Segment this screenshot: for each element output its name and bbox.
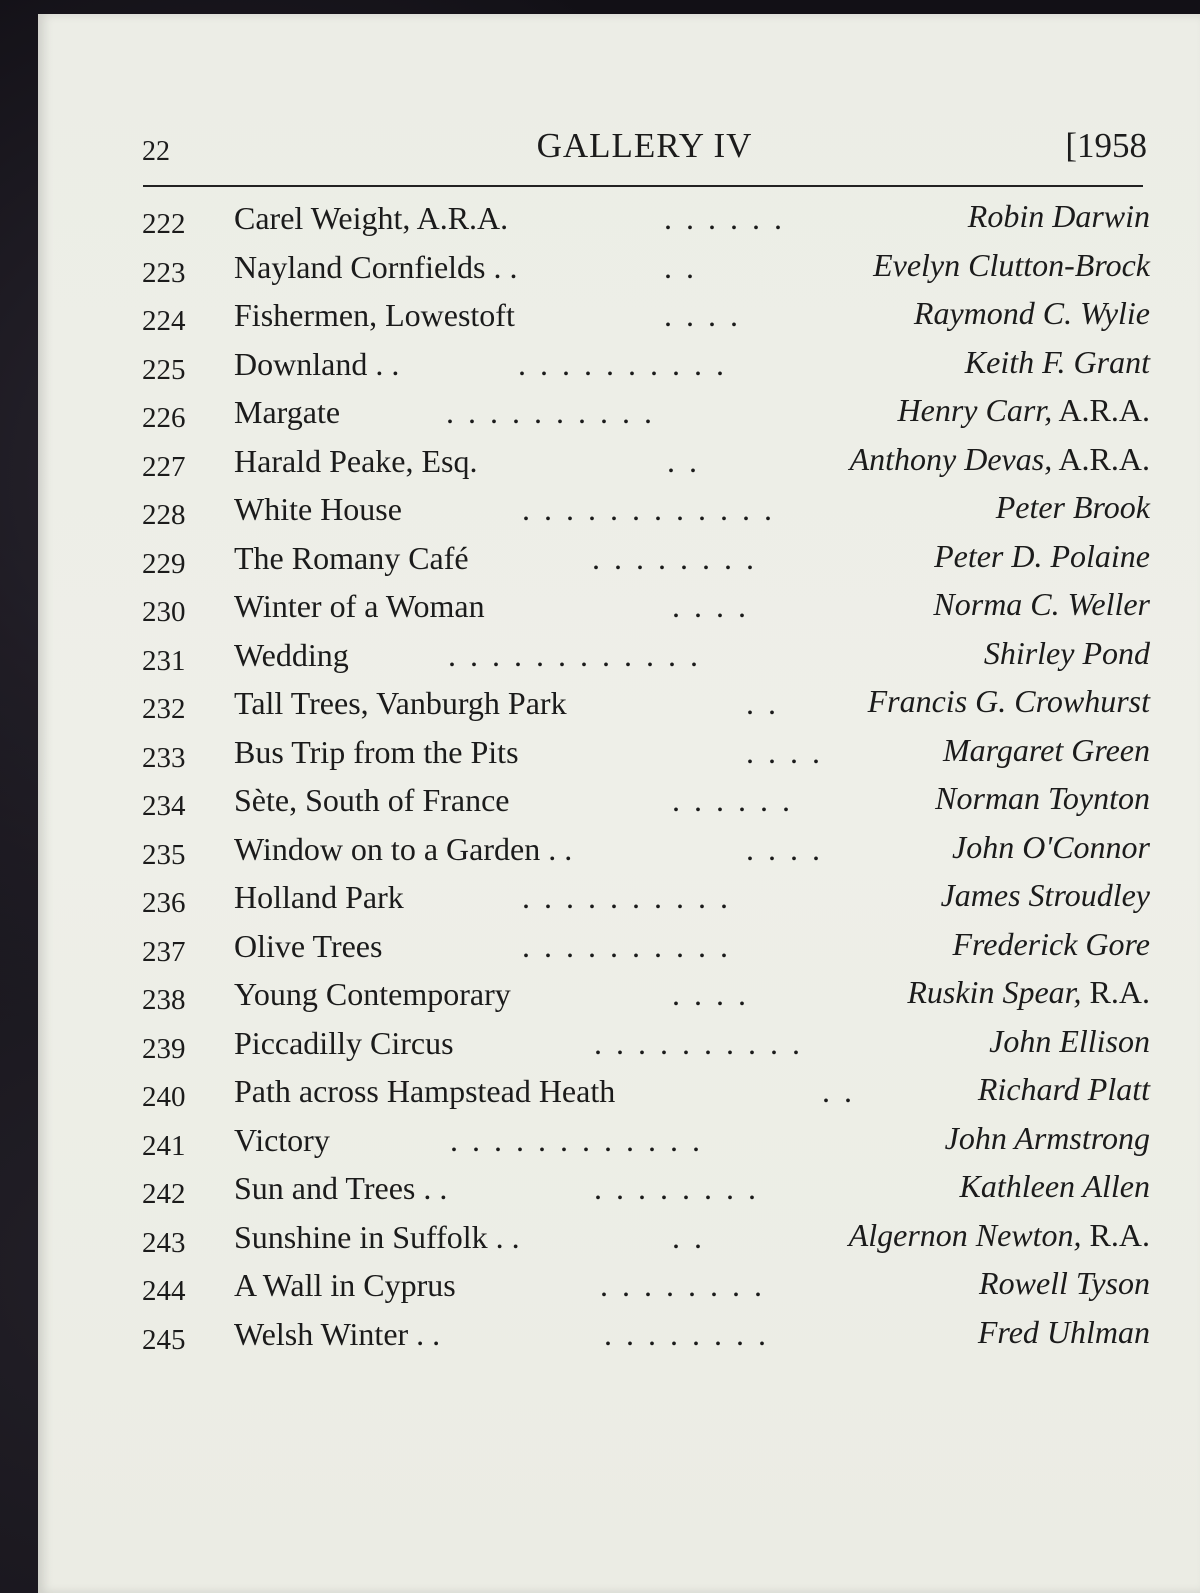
entry-artist: Kathleen Allen (959, 1168, 1150, 1204)
entry-artist: Frederick Gore (952, 925, 1150, 962)
header-rule (143, 185, 1143, 187)
entry-artist: Algernon Newton, R.A. (848, 1216, 1150, 1253)
year: [1958 (1065, 126, 1147, 165)
entry-artist: Evelyn Clutton-Brock (873, 246, 1150, 283)
entry-artist: James Stroudley (940, 877, 1150, 913)
entry-artist: Shirley Pond (983, 634, 1150, 671)
entry-number: 231 (142, 644, 186, 677)
dot-leader: . . . . . . . . . . . . (450, 1121, 703, 1158)
dot-leader: . . . . . . (672, 782, 793, 818)
entry-artist: Norma C. Weller (933, 586, 1150, 622)
entry-artist: Keith F. Grant (964, 343, 1150, 380)
entry-title: Holland Park (234, 879, 404, 915)
entry-title: Wedding (234, 636, 349, 673)
entry-title: Sunshine in Suffolk . . (234, 1218, 520, 1255)
entry-row (142, 1120, 1152, 1169)
dot-leader: . . . . . . . . . . . . (448, 636, 701, 673)
entry-artist: John O'Connor (952, 828, 1150, 865)
entry-row (142, 974, 1152, 1023)
entry-number: 230 (142, 596, 186, 628)
dot-leader: . . . . (746, 733, 823, 770)
dot-leader: . . . . . . . . . . (522, 879, 731, 915)
entry-row (142, 829, 1152, 878)
entry-number: 224 (142, 305, 186, 337)
entry-number: 245 (142, 1323, 186, 1356)
entry-artist: Fred Uhlman (977, 1313, 1150, 1350)
page-number: 22 (142, 136, 170, 167)
entry-row (142, 635, 1152, 684)
entry-number: 226 (142, 402, 186, 434)
dot-leader: . . . . . . (664, 200, 785, 236)
entry-artist: John Ellison (989, 1022, 1150, 1059)
entry-title: Downland . . (234, 345, 400, 382)
dot-leader: . . . . (664, 297, 741, 333)
entry-title: Nayland Cornfields . . (234, 248, 518, 285)
entry-title: Young Contemporary (234, 976, 511, 1012)
entry-number: 243 (142, 1226, 186, 1259)
entry-artist: Norman Toynton (935, 780, 1150, 816)
dot-leader: . . (664, 248, 697, 285)
entry-number: 232 (142, 693, 186, 725)
entry-artist: Raymond C. Wylie (913, 295, 1150, 331)
entry-title: Piccadilly Circus (234, 1024, 454, 1061)
dot-leader: . . . . . . . . . . . . (522, 491, 775, 527)
entry-number: 236 (142, 887, 186, 919)
entry-row (142, 1168, 1152, 1217)
dot-leader: . . . . (672, 588, 749, 624)
entry-artist: Robin Darwin (967, 198, 1150, 234)
entry-row (142, 538, 1152, 587)
entry-number: 234 (142, 790, 186, 822)
entry-row (142, 198, 1152, 247)
entry-artist: Margaret Green (942, 731, 1150, 768)
entry-number: 222 (142, 208, 186, 240)
entry-number: 241 (142, 1129, 186, 1162)
entry-number: 238 (142, 984, 186, 1016)
entry-artist: Henry Carr, A.R.A. (897, 392, 1150, 428)
entry-title: Olive Trees (234, 927, 383, 964)
entry-row (142, 344, 1152, 393)
entry-row (142, 732, 1152, 781)
entry-number: 227 (142, 450, 186, 483)
entry-title: White House (234, 491, 402, 527)
entry-title: Sète, South of France (234, 782, 510, 818)
entry-artist: John Armstrong (944, 1119, 1150, 1156)
dot-leader: . . . . . . . . . . (518, 345, 727, 382)
entry-list (142, 198, 1152, 1362)
dot-leader: . . . . . . . . (604, 1315, 769, 1352)
entry-row (142, 1265, 1152, 1314)
entry-title: Victory (234, 1121, 330, 1158)
entry-artist: Rowell Tyson (979, 1265, 1150, 1301)
entry-number: 225 (142, 353, 186, 386)
entry-title: Carel Weight, A.R.A. (234, 200, 509, 236)
entry-title: The Romany Café (234, 539, 469, 576)
entry-title: Margate (234, 394, 341, 430)
entry-title: Harald Peake, Esq. (234, 442, 478, 479)
entry-title: Path across Hampstead Heath (234, 1073, 616, 1109)
entry-artist: Peter Brook (995, 489, 1150, 525)
entry-number: 229 (142, 547, 186, 580)
entry-row (142, 1314, 1152, 1363)
entry-row (142, 489, 1152, 538)
entry-row (142, 1217, 1152, 1266)
entry-number: 239 (142, 1032, 186, 1065)
dot-leader: . . . . (746, 830, 823, 867)
dot-leader: . . . . . . . . . . (594, 1024, 803, 1061)
entry-number: 228 (142, 499, 186, 531)
entry-row (142, 683, 1152, 732)
dot-leader: . . (672, 1218, 705, 1255)
dot-leader: . . . . . . . . (592, 539, 757, 576)
entry-row (142, 1023, 1152, 1072)
dot-leader: . . (667, 442, 700, 479)
entry-row (142, 877, 1152, 926)
entry-artist: Peter D. Polaine (934, 537, 1150, 574)
entry-row (142, 1071, 1152, 1120)
entry-artist: Ruskin Spear, R.A. (907, 974, 1150, 1010)
entry-row (142, 392, 1152, 441)
entry-number: 237 (142, 935, 186, 968)
entry-row (142, 780, 1152, 829)
dot-leader: . . (822, 1073, 855, 1109)
entry-artist: Francis G. Crowhurst (867, 683, 1150, 719)
dot-leader: . . . . . . . . . . (522, 927, 731, 964)
entry-row (142, 586, 1152, 635)
entry-number: 233 (142, 741, 186, 774)
gallery-title: GALLERY IV (536, 126, 753, 165)
entry-row (142, 926, 1152, 975)
entry-number: 240 (142, 1081, 186, 1113)
entry-title: Fishermen, Lowestoft (234, 297, 515, 333)
entry-number: 244 (142, 1275, 186, 1307)
entry-title: Winter of a Woman (234, 588, 485, 624)
entry-artist: Richard Platt (977, 1071, 1150, 1107)
entry-title: Sun and Trees . . (234, 1170, 448, 1206)
dot-leader: . . . . . . . . . . (446, 394, 655, 430)
entry-title: A Wall in Cyprus (234, 1267, 456, 1303)
entry-artist: Anthony Devas, A.R.A. (849, 440, 1150, 477)
dot-leader: . . . . . . . . (594, 1170, 759, 1206)
dot-leader: . . . . . . . . (600, 1267, 765, 1303)
entry-title: Welsh Winter . . (234, 1315, 441, 1352)
dot-leader: . . . . (672, 976, 749, 1012)
entry-row (142, 295, 1152, 344)
entry-title: Tall Trees, Vanburgh Park (234, 685, 567, 721)
entry-number: 235 (142, 838, 186, 871)
entry-number: 223 (142, 256, 186, 289)
entry-row (142, 441, 1152, 490)
page-header (142, 126, 1147, 172)
entry-title: Bus Trip from the Pits (234, 733, 519, 770)
entry-row (142, 247, 1152, 296)
entry-number: 242 (142, 1178, 186, 1210)
dot-leader: . . (746, 685, 779, 721)
entry-title: Window on to a Garden . . (234, 830, 573, 867)
